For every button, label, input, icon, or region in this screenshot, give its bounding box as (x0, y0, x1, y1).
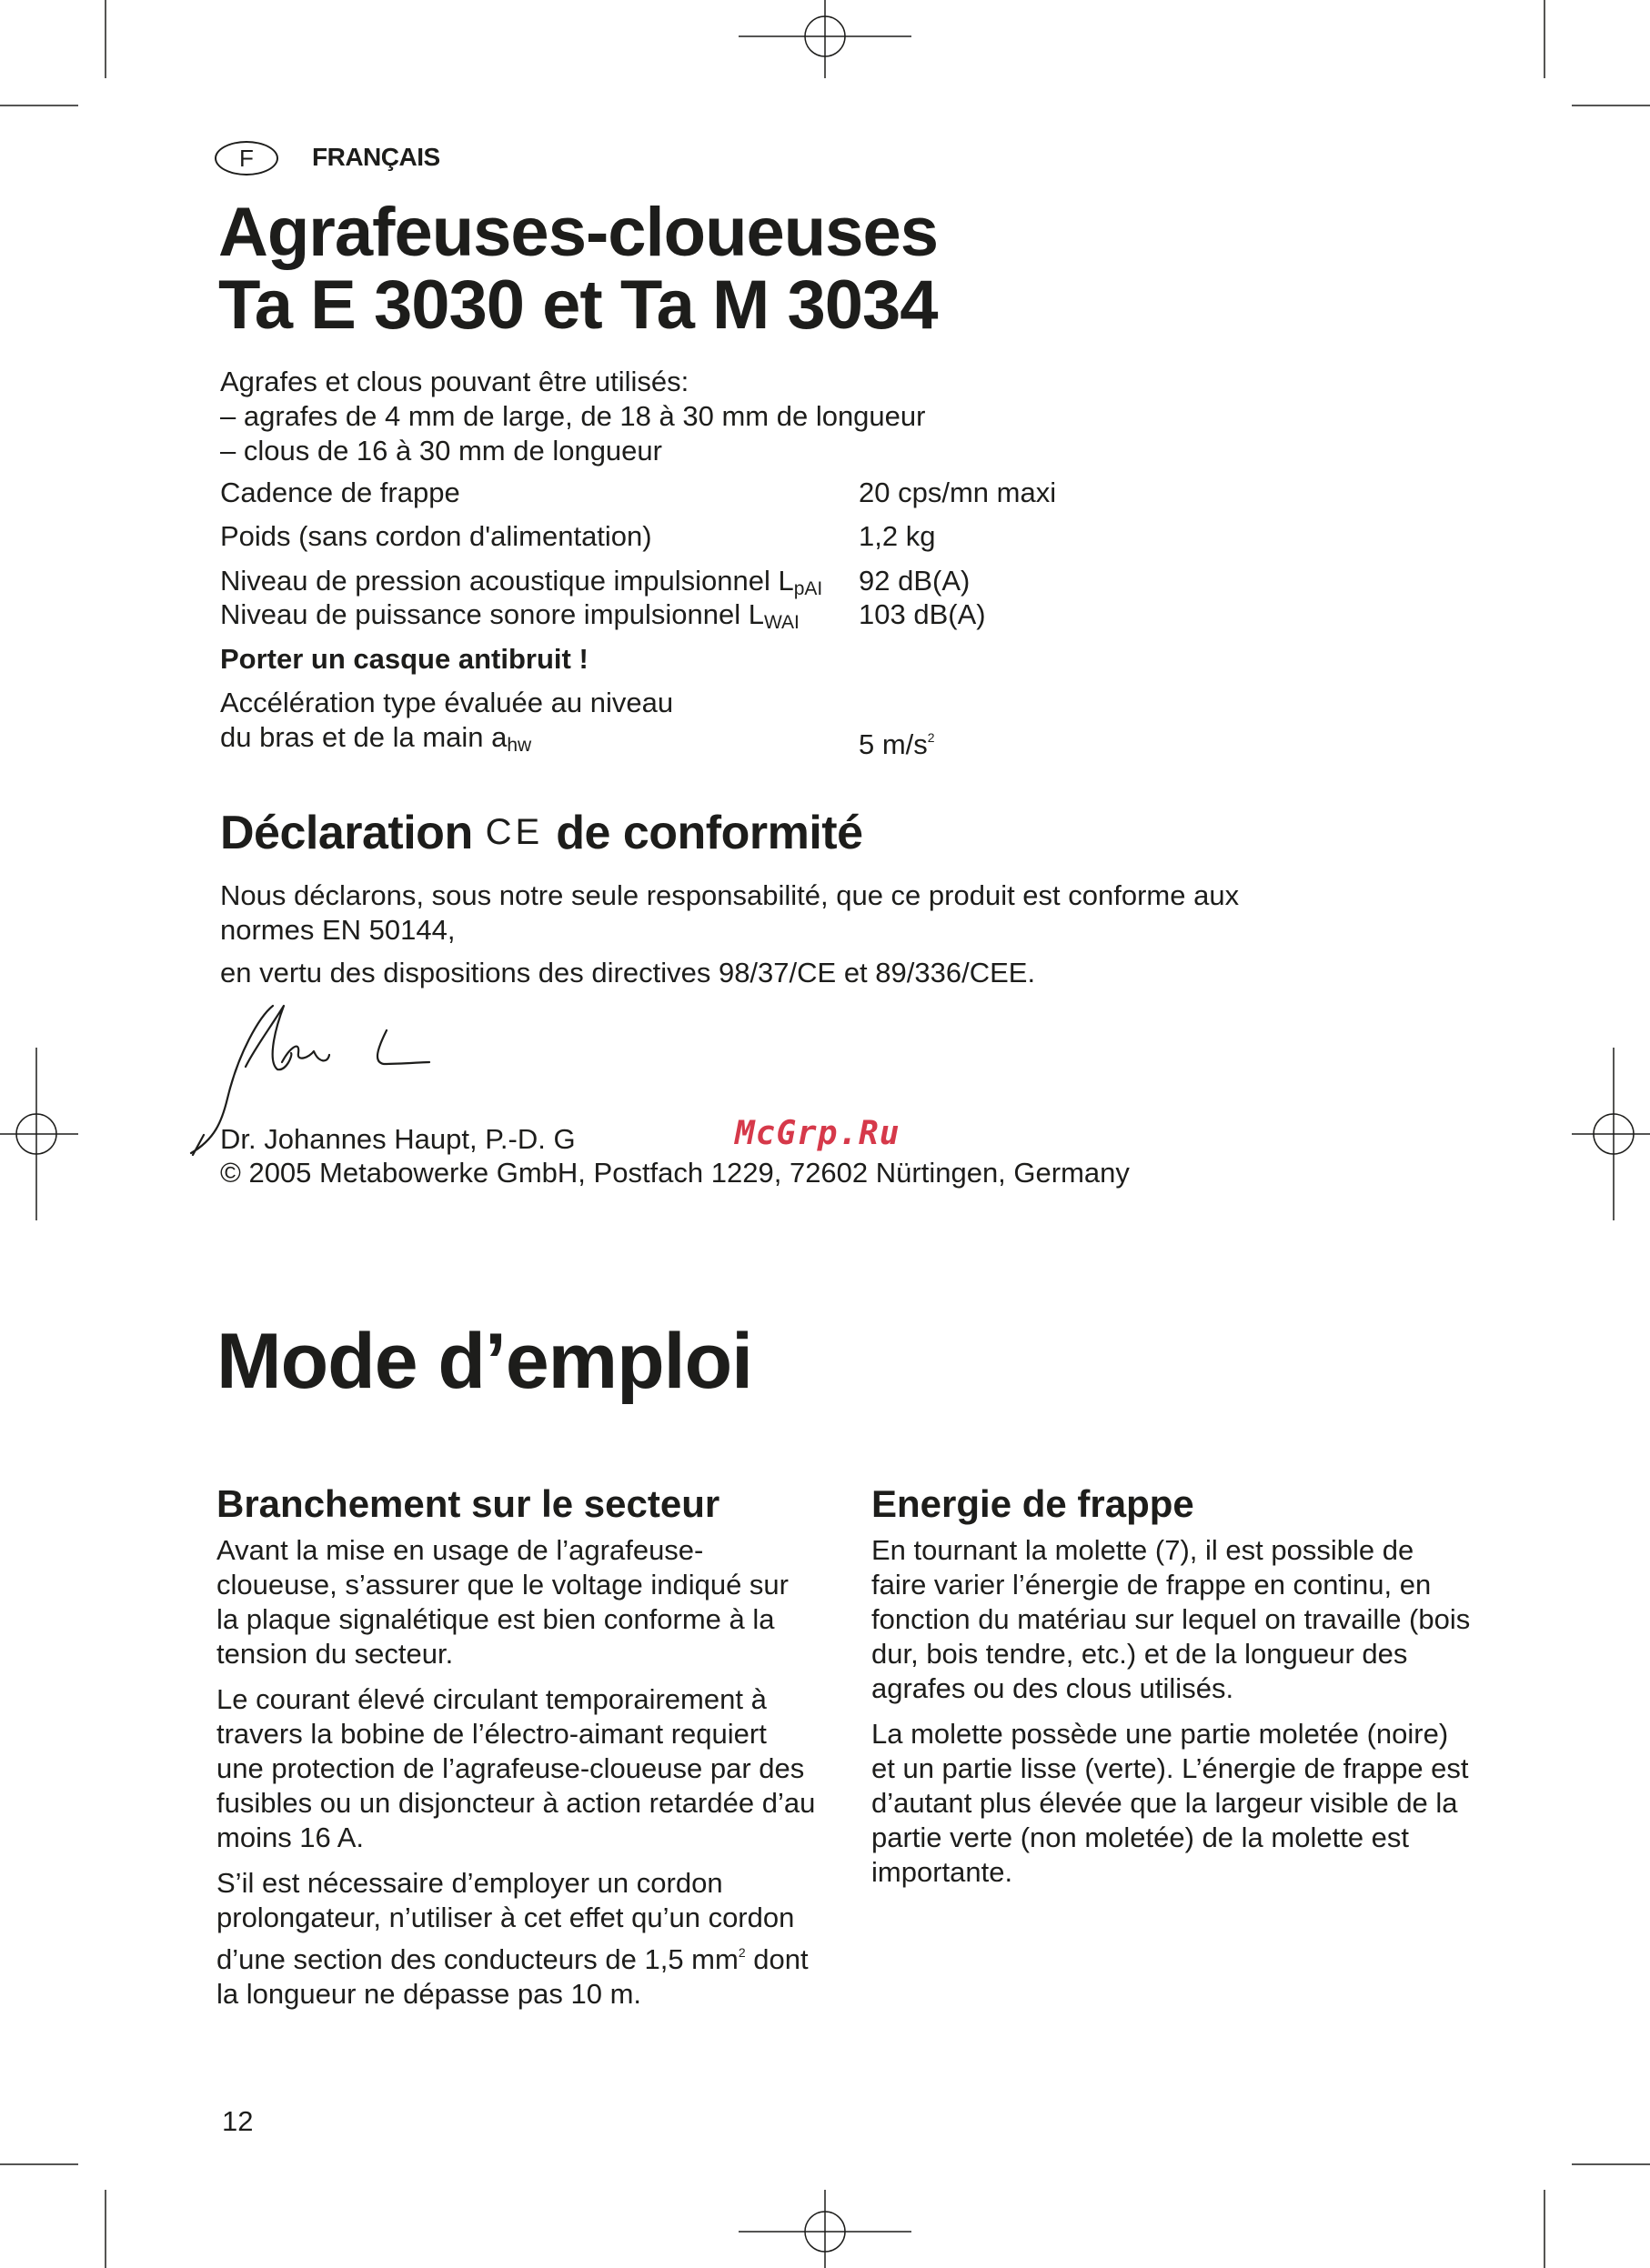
superscript: 2 (738, 1945, 746, 1960)
spec-accel-sub: hw (507, 735, 532, 756)
page-number: 12 (222, 2105, 254, 2137)
spec-power-sub: WAI (763, 612, 800, 633)
usable-fasteners (220, 365, 925, 468)
spec-pressure-sub: pAI (793, 578, 823, 599)
copyright: © 2005 Metabowerke GmbH, Postfach 1229, 72602 Nürtingen, Germany (220, 1157, 1130, 1189)
document-title (218, 196, 938, 342)
intro-line: Agrafes et clous pouvant être utilisés: (220, 366, 689, 397)
paragraph: En tournant la molette (7), il est possible de faire varier l’énergie de frappe en continu, en fonction du matériau sur lequel on travaille (bois dur, bois tendre, etc.) et de la longueur des agrafes ou des clous utilisés. (871, 1534, 1471, 1704)
instructions-heading: Mode d’emploi (216, 1318, 752, 1405)
spec-power-value: 103 dB(A) (859, 598, 986, 630)
signatory: Dr. Johannes Haupt, P.-D. G (220, 1123, 576, 1155)
spec-cadence-value: 20 cps/mn maxi (859, 477, 1057, 508)
spec-cadence-label: Cadence de frappe (220, 477, 460, 508)
spec-power-label: Niveau de puissance sonore impulsionnel $L_{WAI}$ (220, 598, 800, 633)
spec-accel-label: Accélération type évaluée au niveau du bras et de la main $a_{hw}$ (220, 687, 674, 756)
declaration-text: Nous déclarons, sous notre seule responsabilité, que ce produit est conforme aux normes EN 50144, (220, 879, 1240, 946)
section-heading: Energie de frappe (871, 1482, 1194, 1525)
section-energie (871, 1482, 1472, 1901)
hearing-protection-warning: Porter un casque antibruit ! (220, 643, 589, 675)
section-branchement (216, 1482, 817, 2022)
ce-mark: CE (485, 812, 544, 852)
paragraph: La molette possède une partie moletée (noire) et un partie lisse (verte). L’énergie de frappe est d’autant plus élevée que la largeur visible de la partie verte (non moletée) de la molette est importante. (871, 1718, 1469, 1888)
spec-accel-value: 5 $m/s^2$ (859, 728, 935, 760)
spec-accel-sup: 2 (927, 730, 935, 745)
declaration-directives: en vertu des dispositions des directives 98/37/CE et 89/336/CEE. (220, 957, 1036, 988)
title-line-1: Agrafeuses-cloueuses (218, 194, 938, 271)
paragraph: S’il est nécessaire d’employer un cordon prolongateur, n’utiliser à cet effet qu’un cordon d’une section des conducteurs de 1,5 $mm^2$ dont la longueur ne dépasse pas 10 m. (216, 1867, 809, 2010)
spec-pressure-value: 92 dB(A) (859, 565, 971, 597)
title-line-2: Ta E 3030 et Ta M 3034 (218, 266, 938, 344)
intro-line: – clous de 16 à 30 mm de longueur (220, 435, 662, 467)
spec-pressure-label: Niveau de pression acoustique impulsionnel $L_{pAI}$ (220, 565, 823, 599)
spec-weight-value: 1,2 kg (859, 520, 936, 552)
language-label: FRANÇAIS (312, 143, 440, 171)
watermark: McGrp.Ru (735, 1115, 900, 1152)
intro-line: – agrafes de 4 mm de large, de 18 à 30 mm de longueur (220, 400, 926, 432)
paragraph: Le courant élevé circulant temporairement à travers la bobine de l’électro-aimant requiert une protection de l’agrafeuse-cloueuse par des fusibles ou un disjoncteur à action retardée d’au moins 16 A. (216, 1683, 816, 1853)
spec-weight-label: Poids (sans cordon d'alimentation) (220, 520, 652, 552)
paragraph: Avant la mise en usage de l’agrafeuse-cloueuse, s’assurer que le voltage indiqué sur la plaque signalétique est bien conforme à la tension du secteur. (216, 1534, 789, 1670)
declaration-heading: Déclaration CE de conformité (220, 807, 863, 859)
section-heading: Branchement sur le secteur (216, 1482, 720, 1525)
language-badge: F (215, 141, 278, 176)
